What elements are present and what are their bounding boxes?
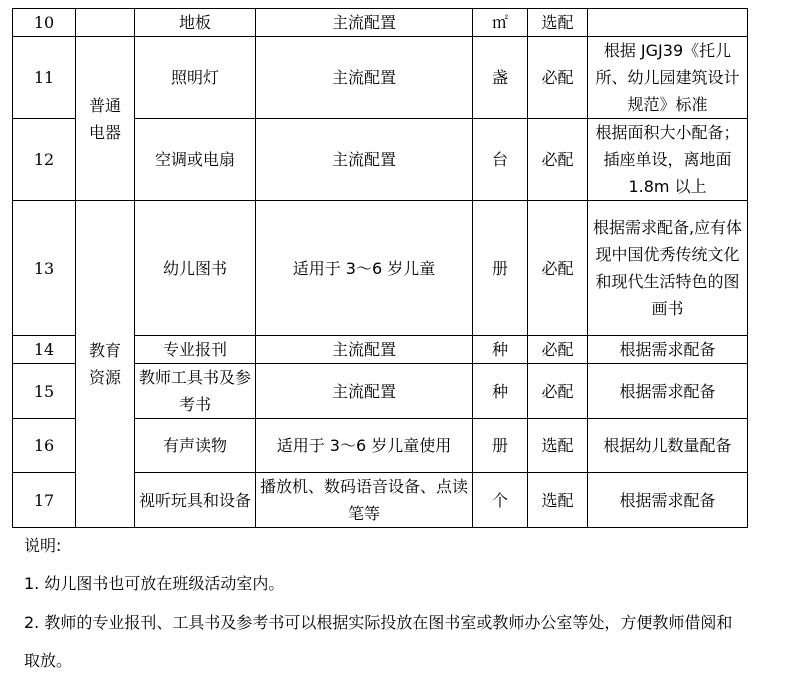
note-cell (588, 9, 748, 37)
unit-cell: 个 (473, 473, 528, 528)
spec-cell: 适用于 3～6 岁儿童 (256, 201, 473, 336)
requirement-cell: 必配 (528, 37, 588, 119)
item-name: 视听玩具和设备 (135, 473, 256, 528)
item-name: 教师工具书及参考书 (135, 364, 256, 419)
note-item: 1. 幼儿图书也可放在班级活动室内。 (24, 574, 285, 593)
row-number: 17 (13, 473, 76, 528)
category-education (76, 201, 135, 528)
requirement-cell: 必配 (528, 364, 588, 419)
unit-cell: 册 (473, 201, 528, 336)
requirement-cell: 必配 (528, 119, 588, 201)
category-electric (76, 37, 135, 201)
spec-cell: 播放机、数码语音设备、点读笔等 (256, 473, 473, 528)
unit-cell: 册 (473, 419, 528, 473)
note-cell: 根据需求配备 (588, 336, 748, 364)
spec-cell: 主流配置 (256, 336, 473, 364)
row-number: 15 (13, 364, 76, 419)
requirement-cell: 必配 (528, 336, 588, 364)
item-name: 专业报刊 (135, 336, 256, 364)
equipment-table (12, 8, 748, 528)
requirement-cell: 选配 (528, 473, 588, 528)
note-cell: 根据 JGJ39《托儿所、幼儿园建筑设计规范》标准 (588, 37, 748, 119)
note-cell: 根据幼儿数量配备 (588, 419, 748, 473)
item-name: 幼儿图书 (135, 201, 256, 336)
spec-cell: 主流配置 (256, 364, 473, 419)
table-row (13, 201, 748, 336)
row-number: 16 (13, 419, 76, 473)
row-number: 13 (13, 201, 76, 336)
item-name: 有声读物 (135, 419, 256, 473)
spec-cell: 适用于 3～6 岁儿童使用 (256, 419, 473, 473)
category-cell (76, 9, 135, 37)
category-label: 普通电器 (88, 95, 121, 142)
table-row (13, 9, 748, 37)
row-number: 12 (13, 119, 76, 201)
table-row (13, 37, 748, 119)
notes-title: 说明: (24, 536, 62, 555)
item-name: 空调或电扇 (135, 119, 256, 201)
note-cell: 根据需求配备,应有体现中国优秀传统文化和现代生活特色的图画书 (588, 201, 748, 336)
row-number: 14 (13, 336, 76, 364)
spec-cell: 主流配置 (256, 37, 473, 119)
unit-cell: 种 (473, 336, 528, 364)
unit-cell: ㎡ (473, 9, 528, 37)
note-cell: 根据需求配备 (588, 364, 748, 419)
requirement-cell: 选配 (528, 419, 588, 473)
category-label: 教育资源 (88, 341, 121, 387)
item-name: 照明灯 (135, 37, 256, 119)
item-name: 地板 (135, 9, 256, 37)
unit-cell: 台 (473, 119, 528, 201)
note-item: 2. 教师的专业报刊、工具书及参考书可以根据实际投放在图书室或教师办公室等处，方便教师借阅和取放。 (24, 613, 733, 670)
row-number: 11 (13, 37, 76, 119)
row-number: 10 (13, 9, 76, 37)
unit-cell: 盏 (473, 37, 528, 119)
note-cell: 根据需求配备 (588, 473, 748, 528)
requirement-cell: 必配 (528, 201, 588, 336)
requirement-cell: 选配 (528, 9, 588, 37)
note-cell: 根据面积大小配备；插座单设，离地面 1.8m 以上 (588, 119, 748, 201)
unit-cell: 种 (473, 364, 528, 419)
spec-cell: 主流配置 (256, 9, 473, 37)
spec-cell: 主流配置 (256, 119, 473, 201)
